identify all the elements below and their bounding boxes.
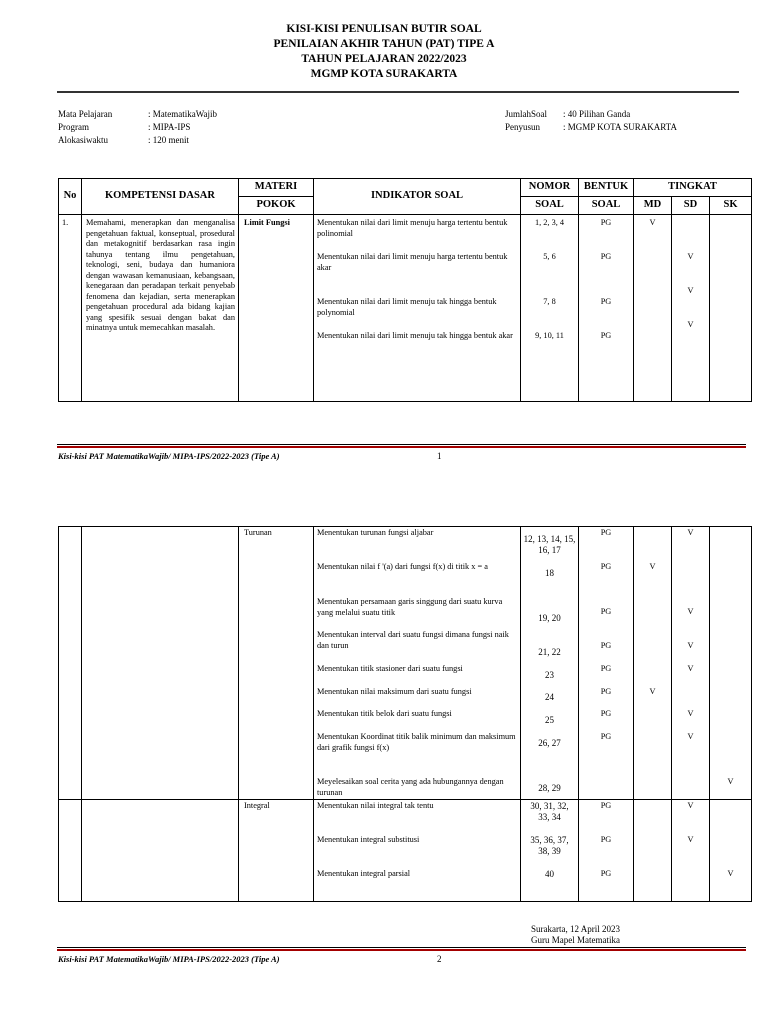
sd-mark: V [687,641,694,650]
signature-block [531,924,620,946]
nomor-soal: 24 [545,692,554,702]
meta-left [58,108,217,147]
col-header-nomor: NOMOR [521,179,579,197]
col-header-soal-bentuk: SOAL [579,197,634,215]
bentuk-soal: PG [600,835,612,844]
meta-label: JumlahSoal [505,109,547,119]
sd-cell [672,800,710,902]
row-number [59,527,82,800]
bentuk-cell [579,527,634,800]
nomor-soal: 26, 27 [538,738,561,748]
col-header-pokok: POKOK [239,197,314,215]
sd-cell [672,527,710,800]
sd-mark: V [687,709,694,718]
col-header-kompetensi: KOMPETENSI DASAR [82,179,239,215]
indikator-text: Menentukan nilai maksimum dari suatu fungsi [317,687,472,696]
col-header-indikator: INDIKATOR SOAL [314,179,521,215]
page-number: 2 [437,954,442,964]
bentuk-soal: PG [600,252,612,261]
indikator-text: Menentukan persamaan garis singgung dari suatu kurva yang melalui suatu titik [317,597,503,617]
title-line-3: TAHUN PELAJARAN 2022/2023 [301,53,467,65]
bentuk-soal: PG [600,801,612,810]
sd-mark: V [687,732,694,741]
col-header-tingkat: TINGKAT [634,179,752,197]
sd-mark: V [687,835,694,844]
header-divider [57,91,739,93]
meta-label: Penyusun [505,122,541,132]
col-header-md: MD [634,197,672,215]
nomor-soal: 9, 10, 11 [535,331,564,340]
nomor-soal: 18 [545,568,554,578]
indikator-text: Menentukan Koordinat titik balik minimum dan maksimum dari grafik fungsi f(x) [317,732,516,752]
sd-mark: V [687,252,694,261]
meta-value: : MIPA-IPS [148,122,191,132]
nomor-soal: 25 [545,715,554,725]
footer-text: Kisi-kisi PAT MatematikaWajib/ MIPA-IPS/2022-2023 (Tipe A) [58,451,280,461]
bentuk-cell [579,800,634,902]
indikator-text: Menentukan interval dari suatu fungsi dimana fungsi naik dan turun [317,630,509,650]
md-cell [634,215,672,402]
meta-label: Mata Pelajaran [58,109,113,119]
kompetensi-dasar-text [82,527,239,800]
bentuk-soal: PG [600,607,612,616]
indikator-text: Menentukan titik stasioner dari suatu fungsi [317,664,463,673]
signature-place-date: Surakarta, 12 April 2023 [531,924,620,934]
row-number [59,800,82,902]
nomor-soal: 5, 6 [543,252,556,261]
indikator-text: Menentukan turunan fungsi aljabar [317,528,434,537]
meta-label: Program [58,122,89,132]
nomor-soal: 40 [545,869,554,879]
bentuk-soal: PG [600,687,612,696]
meta-value: : MatematikaWajib [148,109,218,119]
indikator-text: Menentukan nilai dari limit menuju harga tertentu bentuk polinomial [317,218,508,238]
kompetensi-dasar-text: Memahami, menerapkan dan menganalisa pengetahuan faktual, konseptual, prosedural dan metakognitif berdasarkan rasa ingin tahunya tentang ilmu pengetahuan, teknologi, seni, budaya dan humaniora dengan wawasan kemanusiaan, kebangsaan, kenegaraan dan peradapan terkait penyebab fenomena dan kejadian, serta menerapkan pengetahuan procedural ada bidang kajian yang spesifik sesuai dengan bakat dan minatnya untuk memecahkan masalah. [82,215,239,402]
md-cell [634,800,672,902]
bentuk-soal: PG [600,709,612,718]
document-title [0,22,768,82]
materi-pokok: Integral [239,800,314,902]
nomor-soal: 19, 20 [538,613,561,623]
sk-cell [710,800,752,902]
col-header-bentuk: BENTUK [579,179,634,197]
bentuk-soal: PG [600,528,612,537]
md-mark: V [649,218,656,227]
kisi-kisi-table-page-2 [58,526,752,902]
nomor-soal: 35, 36, 37, 38, 39 [530,835,569,856]
indikator-cell [314,527,521,800]
meta-label: Alokasiwaktu [58,135,108,145]
row-number: 1. [59,215,82,402]
bentuk-soal: PG [600,664,612,673]
sd-mark: V [687,528,694,537]
signature-role: Guru Mapel Matematika [531,935,620,945]
sd-mark: V [687,320,694,329]
nomor-soal: 23 [545,670,554,680]
sd-mark: V [687,286,694,295]
bentuk-soal: PG [600,297,612,306]
sd-mark: V [687,607,694,616]
sd-mark: V [687,664,694,673]
md-mark: V [649,562,656,571]
md-mark: V [649,687,656,696]
nomor-cell [521,527,579,800]
kompetensi-dasar-text [82,800,239,902]
kisi-kisi-table-page-1 [58,178,752,402]
indikator-text: Meyelesaikan soal cerita yang ada hubungannya dengan turunan [317,777,504,797]
col-header-sk: SK [710,197,752,215]
meta-value: : 40 Pilihan Ganda [563,109,631,119]
table-row [59,800,752,902]
indikator-cell [314,215,521,402]
col-header-materi: MATERI [239,179,314,197]
materi-pokok: Turunan [239,527,314,800]
nomor-soal: 21, 22 [538,647,561,657]
col-header-soal: SOAL [521,197,579,215]
sk-cell [710,527,752,800]
nomor-soal: 28, 29 [538,783,561,793]
nomor-soal: 30, 31, 32, 33, 34 [530,801,569,822]
indikator-text: Menentukan nilai f '(a) dari fungsi f(x) di titik x = a [317,562,488,571]
meta-right [505,108,677,134]
bentuk-soal: PG [600,562,612,571]
sk-mark: V [727,777,734,786]
title-line-4: MGMP KOTA SURAKARTA [310,68,458,80]
footer-divider [57,444,746,448]
bentuk-soal: PG [600,869,612,878]
sk-mark: V [727,869,734,878]
bentuk-soal: PG [600,218,612,227]
table-row [59,527,752,800]
col-header-no: No [59,179,82,215]
indikator-text: Menentukan integral parsial [317,869,411,878]
sd-mark: V [687,801,694,810]
bentuk-soal: PG [600,331,612,340]
materi-pokok: Limit Fungsi [239,215,314,402]
indikator-cell [314,800,521,902]
sk-cell [710,215,752,402]
indikator-text: Menentukan titik belok dari suatu fungsi [317,709,452,718]
footer-text: Kisi-kisi PAT MatematikaWajib/ MIPA-IPS/2022-2023 (Tipe A) [58,954,280,964]
meta-value: : MGMP KOTA SURAKARTA [563,122,677,132]
nomor-cell [521,215,579,402]
meta-value: : 120 menit [148,135,189,145]
bentuk-soal: PG [600,641,612,650]
md-cell [634,527,672,800]
nomor-cell [521,800,579,902]
footer-divider [57,947,746,951]
indikator-text: Menentukan integral substitusi [317,835,420,844]
title-line-1: KISI-KISI PENULISAN BUTIR SOAL [286,23,482,35]
bentuk-soal: PG [600,732,612,741]
nomor-soal: 1, 2, 3, 4 [534,218,565,227]
indikator-text: Menentukan nilai integral tak tentu [317,801,434,810]
indikator-text: Menentukan nilai dari limit menuju harga tertentu bentuk akar [317,252,508,272]
indikator-text: Menentukan nilai dari limit menuju tak hingga bentuk polynomial [317,297,497,317]
bentuk-cell [579,215,634,402]
nomor-soal: 7, 8 [543,297,556,306]
col-header-sd: SD [672,197,710,215]
nomor-soal: 12, 13, 14, 15, 16, 17 [523,534,576,555]
title-line-2: PENILAIAN AKHIR TAHUN (PAT) TIPE A [273,38,495,50]
table-row [59,215,752,402]
page-number: 1 [437,451,442,461]
sd-cell [672,215,710,402]
indikator-text: Menentukan nilai dari limit menuju tak hingga bentuk akar [317,331,513,340]
